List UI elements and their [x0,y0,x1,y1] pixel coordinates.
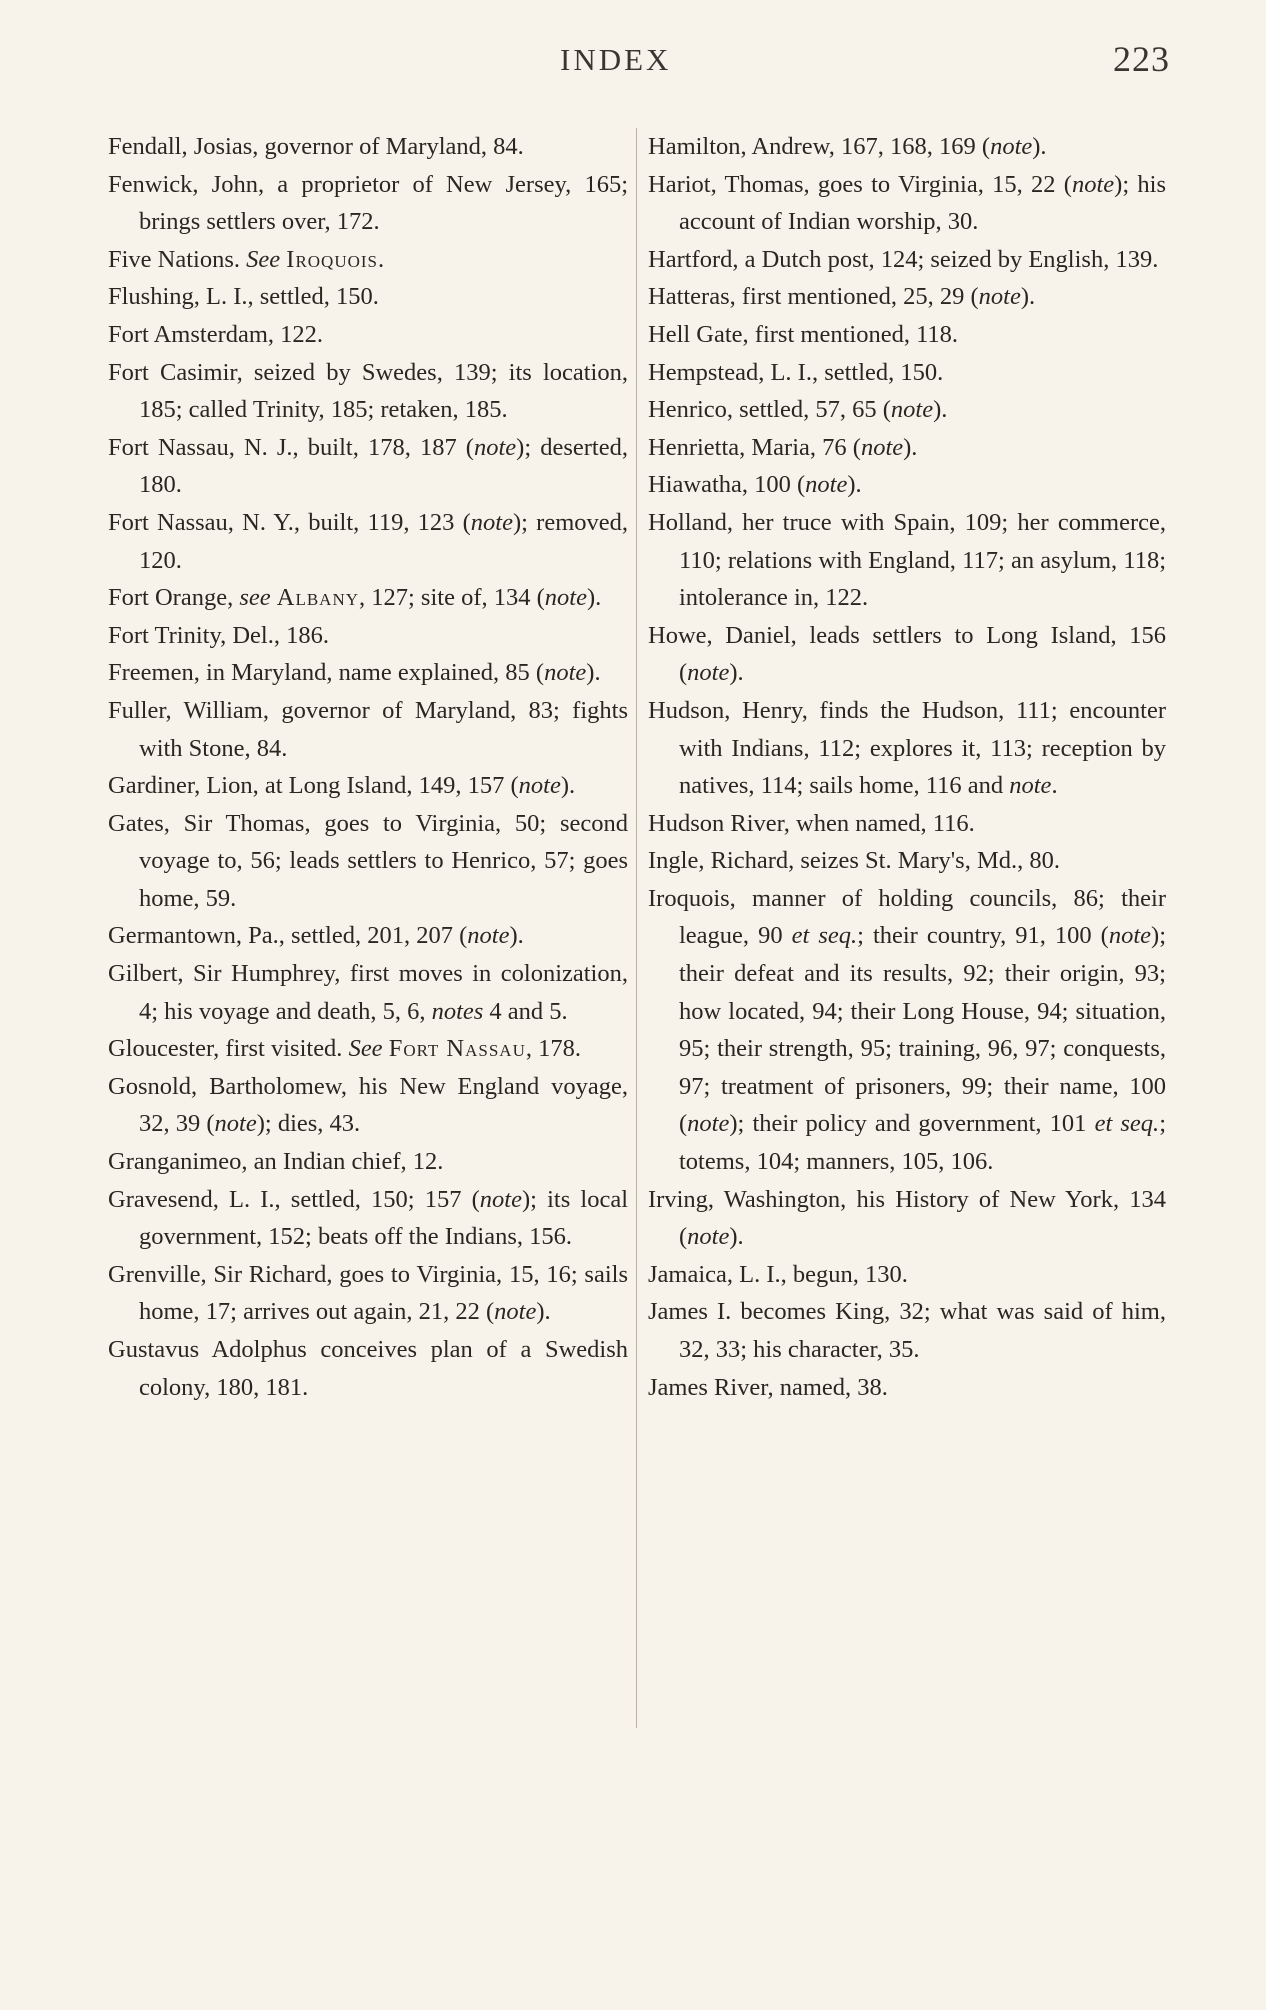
index-entry: Jamaica, L. I., begun, 130. [648,1260,908,1288]
index-entry: Hempstead, L. I., settled, 150. [648,358,944,386]
index-entry: Henrietta, Maria, 76 (note). [648,433,918,461]
index-entry: Gosnold, Bartholomew, his New England voyage, 32, 39 (note); dies, 43. [108,1072,628,1138]
index-entry: Fendall, Josias, governor of Maryland, 84. [108,133,524,160]
index-entry: Fort Casimir, seized by Swedes, 139; its location, 185; called Trinity, 185; retaken, 185. [108,358,628,424]
cross-reference: Fort Nassau [388,1035,526,1063]
index-entry: Five Nations. See Iroquois. [108,245,385,273]
index-entry: Gravesend, L. I., settled, 150; 157 (note); its local government, 152; beats off the Indians, 156. [108,1185,628,1251]
index-entry: Hatteras, first mentioned, 25, 29 (note). [648,283,1036,311]
index-entry: Iroquois, manner of holding councils, 86; their league, 90 et seq.; their country, 91, 100 (note); their defeat and its results, 92; their origin, 93; how located, 94; their Long House, 94; situation, 95; their strength, 95; training, 96, 97; conquests, 97; treatment of prisoners, 99; their name, 100 (note); their policy and government, 101 et seq.; totems, 104; manners, 105, 106. [648,884,1166,1176]
index-entry: Gloucester, first visited. See Fort Nassau, 178. [108,1035,581,1063]
index-entry: Gilbert, Sir Humphrey, first moves in colonization, 4; his voyage and death, 5, 6, notes 4 and 5. [108,960,628,1025]
index-entry: Hudson River, when named, 116. [648,809,975,837]
index-entry: Fort Nassau, N. J., built, 178, 187 (note); deserted, 180. [108,433,628,499]
cross-reference: Iroquois [286,245,379,273]
index-entry: Granganimeo, an Indian chief, 12. [108,1148,444,1176]
index-entry: Fort Trinity, Del., 186. [108,621,329,649]
index-entry: Gardiner, Lion, at Long Island, 149, 157 (note). [108,772,576,800]
index-entry: Fort Orange, see Albany, 127; site of, 134 (note). [108,584,602,612]
index-entry: Ingle, Richard, seizes St. Mary's, Md., 80. [648,847,1061,875]
index-entry: Grenville, Sir Richard, goes to Virginia, 15, 16; sails home, 17; arrives out again, 21, 22 (note). [108,1260,628,1326]
index-entry: Freemen, in Maryland, name explained, 85 (note). [108,659,601,687]
index-entry: Hamilton, Andrew, 167, 168, 169 (note). [648,133,1047,160]
index-entry: Irving, Washington, his History of New York, 134 (note). [648,1185,1166,1251]
index-entry: Gustavus Adolphus conceives plan of a Swedish colony, 180, 181. [108,1336,628,1401]
index-entry: Hartford, a Dutch post, 124; seized by English, 139. [648,245,1159,273]
index-column-right [648,128,1166,1406]
page-header [0,38,1266,88]
index-entry: Hell Gate, first mentioned, 118. [648,320,959,348]
running-title: INDEX [560,42,672,77]
index-entry: Germantown, Pa., settled, 201, 207 (note). [108,922,524,950]
column-divider [636,128,637,1728]
index-entry: Hudson, Henry, finds the Hudson, 111; encounter with Indians, 112; explores it, 113; reception by natives, 114; sails home, 116 and note. [648,696,1166,800]
index-column-left [108,128,628,1406]
index-entry: Fort Nassau, N. Y., built, 119, 123 (note); removed, 120. [108,508,628,574]
index-entry: Fuller, William, governor of Maryland, 83; fights with Stone, 84. [108,696,628,762]
page-number: 223 [1113,39,1170,79]
index-entry: Fort Amsterdam, 122. [108,320,324,348]
index-entry: Howe, Daniel, leads settlers to Long Island, 156 (note). [648,621,1166,687]
index-entry: Gates, Sir Thomas, goes to Virginia, 50; second voyage to, 56; leads settlers to Henrico, 57; goes home, 59. [108,809,628,912]
index-entry: Holland, her truce with Spain, 109; her commerce, 110; relations with England, 117; an asylum, 118; intolerance in, 122. [648,508,1166,612]
index-entry: Hiawatha, 100 (note). [648,471,862,499]
cross-reference: Albany [276,584,359,612]
index-entry: James I. becomes King, 32; what was said of him, 32, 33; his character, 35. [648,1298,1166,1363]
index-entry: Hariot, Thomas, goes to Virginia, 15, 22 (note); his account of Indian worship, 30. [648,170,1166,236]
index-entry: Flushing, L. I., settled, 150. [108,283,379,311]
index-entry: Henrico, settled, 57, 65 (note). [648,396,948,424]
index-entry: Fenwick, John, a proprietor of New Jersey, 165; brings settlers over, 172. [108,170,628,236]
index-entry: James River, named, 38. [648,1373,888,1401]
